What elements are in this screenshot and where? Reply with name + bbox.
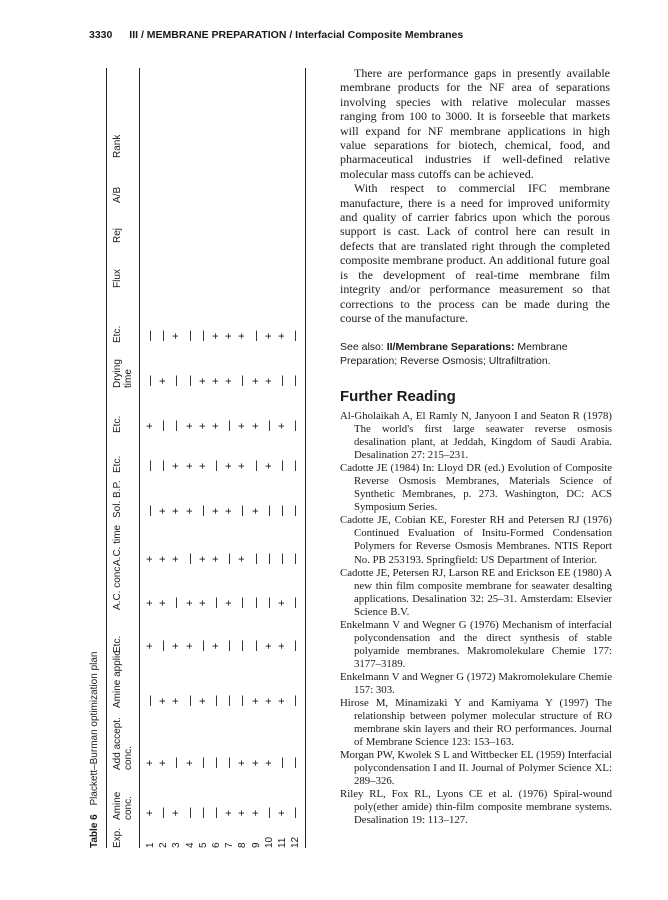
level-cell: | (281, 459, 284, 472)
see-also-text: Membrane Preparation; Reverse Osmosis; Ultrafiltration. (340, 341, 568, 367)
table-title: Plackett–Burman optimization plan (89, 651, 100, 806)
level-cell: + (223, 377, 236, 385)
level-cell: + (262, 332, 275, 340)
row-exp: 2 (158, 842, 170, 848)
level-cell: | (228, 419, 232, 432)
level-cell: | (215, 756, 218, 769)
see-also-link[interactable]: II/Membrane Separations: (386, 341, 515, 353)
body-text (340, 66, 610, 325)
reference-item: Enkelmann V and Wegner G (1976) Mechanism of interfacial polycondensation and the direct synthesis of stable polyamide membranes. Makromolekulare Chemie 177: 3177–3189. (340, 618, 612, 670)
level-cell: | (294, 504, 298, 517)
level-cell: | (149, 329, 152, 342)
level-cell: + (183, 422, 196, 430)
level-cell: | (228, 694, 232, 707)
column-header: Rej (112, 227, 123, 243)
level-cell: + (196, 377, 209, 385)
level-cell: | (175, 419, 179, 432)
level-cell: + (236, 555, 249, 563)
level-cell: + (223, 507, 236, 515)
level-cell: + (223, 462, 236, 470)
level-cell: + (157, 555, 170, 563)
level-cell: + (249, 759, 262, 767)
level-cell: + (144, 642, 156, 650)
level-cell: + (262, 697, 275, 705)
row-exp: 10 (263, 836, 275, 848)
level-cell: | (267, 596, 271, 609)
level-cell: + (196, 697, 209, 705)
level-cell: + (249, 697, 262, 705)
level-cell: | (149, 694, 152, 707)
level-cell: + (170, 507, 183, 515)
level-cell: | (228, 756, 232, 769)
optimization-table (89, 68, 309, 848)
level-cell: + (144, 809, 156, 817)
column-header: Amine conc. (112, 791, 134, 820)
table-label: Table 6 (89, 814, 100, 848)
level-cell: + (144, 599, 156, 607)
level-cell: | (201, 329, 205, 342)
level-cell: + (170, 555, 183, 563)
table-caption (89, 652, 100, 848)
level-cell: | (162, 329, 166, 342)
column-header: Etc. (112, 635, 123, 653)
level-cell: | (254, 329, 258, 342)
body-paragraph: There are performance gaps in presently available membrane products for the NF area of separations involving species with relative molecular masses ranging from 100 to 3000. It is forseeble that markets will expand for NF membrane applications in high value separations for biotech, chemical, food, and pharmaceutical industries if well-defined relative molecular mass cutoffs can be achieved. (340, 66, 610, 181)
column-header: Exp. (112, 827, 123, 848)
level-cell: | (254, 639, 258, 652)
level-cell: | (188, 374, 192, 387)
level-cell: + (223, 332, 236, 340)
table-top-rule (106, 68, 107, 848)
level-cell: | (162, 419, 166, 432)
table-header-rule (139, 68, 140, 848)
level-cell: | (281, 374, 284, 387)
row-exp: 11 (277, 837, 288, 848)
see-also-label: See also: (340, 341, 384, 353)
column-header: Etc. (112, 415, 123, 433)
row-exp: 4 (184, 842, 196, 848)
column-header: Rank (112, 134, 123, 158)
level-cell: + (144, 759, 156, 767)
level-cell: | (215, 806, 218, 819)
level-cell: | (201, 756, 205, 769)
level-cell: | (294, 806, 298, 819)
level-cell: | (175, 374, 179, 387)
level-cell: + (236, 422, 249, 430)
reference-item: Cadotte JE, Cobian KE, Forester RH and Petersen RJ (1976) Continued Evaluation of Insitu-Formed Condensation Polymers for Reverse Osmosis Membranes. NTIS Report No. PB 253193. Springfield: US Department of Interior. (340, 514, 612, 566)
level-cell: + (196, 462, 209, 470)
level-cell: + (144, 555, 156, 563)
level-cell: + (170, 697, 183, 705)
level-cell: + (157, 377, 170, 385)
level-cell: + (210, 642, 222, 650)
body-paragraph: With respect to commercial IFC membrane manufacture, there is a need for improved uniformity and quality of carrier fabrics upon which the porous support is cast. Lack of control here can result in defects that are translated right through the completed composite membrane product. An additional future goal is the development of real-time membrane film integrity and/or performance measurement so that corrections to the process can be made during the course of the manufacture. (340, 181, 610, 325)
level-cell: + (223, 599, 236, 607)
reference-item: Hirose M, Minamizaki Y and Kamiyama Y (1997) The relationship between polymer molecular structure of RO membrane skin layers and their RO performances. Journal of Membrane Science 123: 153–163. (340, 697, 612, 749)
level-cell: + (183, 759, 196, 767)
level-cell: | (201, 639, 205, 652)
level-cell: | (294, 756, 298, 769)
level-cell: | (294, 459, 298, 472)
level-cell: | (149, 504, 152, 517)
column-header: A.C. conc. (112, 563, 123, 610)
level-cell: + (157, 697, 170, 705)
level-cell: + (276, 332, 288, 340)
level-cell: | (281, 552, 284, 565)
level-cell: + (276, 697, 288, 705)
level-cell: + (157, 507, 170, 515)
level-cell: | (149, 374, 152, 387)
level-cell: | (162, 459, 166, 472)
level-cell: + (170, 332, 183, 340)
reference-item: Riley RL, Fox RL, Lyons CE et al. (1976) Spiral-wound poly(ether amide) thin-film composite membrane systems. Desalination 19: 113–127. (340, 788, 612, 827)
level-cell: + (236, 462, 249, 470)
level-cell: | (254, 552, 258, 565)
level-cell: | (267, 552, 271, 565)
level-cell: + (210, 507, 222, 515)
level-cell: + (236, 759, 249, 767)
row-exp: 12 (290, 836, 302, 848)
level-cell: | (228, 552, 232, 565)
level-cell: | (241, 694, 245, 707)
reference-item: Al-Gholaikah A, El Ramly N, Janyoon I and Seaton R (1978) The world's first large seawater reverse osmosis desalination plant, at Jeddah, Kingdom of Saudi Arabia. Desalination 27: 215–231. (340, 410, 612, 462)
level-cell: + (276, 809, 288, 817)
level-cell: | (294, 419, 298, 432)
level-cell: | (241, 639, 245, 652)
level-cell: | (162, 806, 166, 819)
level-cell: + (157, 599, 170, 607)
level-cell: + (144, 422, 156, 430)
further-reading-heading: Further Reading (340, 388, 456, 405)
level-cell: + (157, 759, 170, 767)
reference-item: Enkelmann V and Wegner G (1972) Makromolekulare Chemie 157: 303. (340, 670, 612, 696)
level-cell: + (262, 759, 275, 767)
level-cell: + (249, 809, 262, 817)
level-cell: + (183, 462, 196, 470)
level-cell: | (201, 504, 205, 517)
level-cell: | (294, 639, 298, 652)
level-cell: + (170, 809, 183, 817)
row-exp: 3 (171, 842, 183, 848)
level-cell: | (294, 329, 298, 342)
reference-item: Cadotte JE, Petersen RJ, Larson RE and Erickson EE (1980) A new thin film composite membrane for seawater desalting applications. Desalination 32: 25–31. Amsterdam: Elsevier Science B.V. (340, 566, 612, 618)
row-exp: 9 (250, 842, 262, 848)
level-cell: + (210, 377, 222, 385)
level-cell: + (210, 332, 222, 340)
level-cell: | (281, 756, 284, 769)
level-cell: | (162, 639, 166, 652)
level-cell: + (223, 809, 236, 817)
row-exp: 1 (145, 842, 156, 848)
level-cell: | (267, 806, 271, 819)
level-cell: + (170, 642, 183, 650)
level-cell: + (183, 507, 196, 515)
level-cell: + (210, 555, 222, 563)
column-header: Etc. (112, 325, 123, 343)
table-bottom-rule (305, 68, 306, 848)
reference-item: Morgan PW, Kwolek S L and Wittbecker EL (1959) Interfacial polycondensation I and II. Journal of Polymer Science XL: 289–326. (340, 749, 612, 788)
level-cell: + (183, 642, 196, 650)
column-header: Amine applic. (112, 647, 123, 708)
running-header (89, 29, 463, 41)
row-exp: 5 (197, 842, 209, 848)
row-exp: 8 (237, 842, 249, 848)
level-cell: + (170, 462, 183, 470)
level-cell: + (249, 377, 262, 385)
level-cell: | (241, 504, 245, 517)
level-cell: | (215, 596, 218, 609)
level-cell: + (262, 462, 275, 470)
level-cell: | (188, 806, 192, 819)
row-exp: 7 (224, 842, 236, 848)
section-title: III / MEMBRANE PREPARATION / Interfacial Composite Membranes (129, 29, 464, 41)
column-header: A/B (112, 186, 123, 203)
level-cell: + (183, 599, 196, 607)
column-header: Sol. B.P. (112, 480, 123, 518)
reference-list (340, 410, 612, 828)
level-cell: + (236, 332, 249, 340)
reference-item: Cadotte JE (1984) In: Lloyd DR (ed.) Evolution of Composite Reverse Osmosis Membranes, Materials Science of Synthetic Membranes, p. 273. Washington, DC: ACS Symposium Series. (340, 462, 612, 514)
level-cell: | (294, 694, 298, 707)
level-cell: | (294, 374, 298, 387)
see-also (340, 341, 610, 368)
level-cell: | (294, 552, 298, 565)
level-cell: | (241, 596, 245, 609)
level-cell: + (276, 599, 288, 607)
level-cell: + (262, 377, 275, 385)
level-cell: | (228, 639, 232, 652)
level-cell: + (276, 422, 288, 430)
level-cell: + (262, 642, 275, 650)
level-cell: + (196, 555, 209, 563)
level-cell: + (276, 642, 288, 650)
level-cell: | (188, 329, 192, 342)
level-cell: | (281, 504, 284, 517)
level-cell: | (188, 694, 192, 707)
level-cell: | (254, 596, 258, 609)
level-cell: | (294, 596, 298, 609)
level-cell: | (241, 374, 245, 387)
level-cell: + (210, 422, 222, 430)
column-header: A.C. time (112, 524, 123, 566)
level-cell: | (188, 552, 192, 565)
level-cell: | (175, 756, 179, 769)
level-cell: | (149, 459, 152, 472)
level-cell: + (196, 422, 209, 430)
level-cell: | (267, 504, 271, 517)
row-exp: 6 (211, 842, 222, 848)
level-cell: | (215, 459, 218, 472)
level-cell: + (249, 507, 262, 515)
level-cell: | (175, 596, 179, 609)
column-header: Etc. (112, 455, 123, 473)
column-header: Drying time (112, 359, 134, 388)
level-cell: | (215, 694, 218, 707)
level-cell: + (249, 422, 262, 430)
level-cell: + (196, 599, 209, 607)
level-cell: | (201, 806, 205, 819)
level-cell: + (236, 809, 249, 817)
page-number: 3330 (89, 29, 113, 41)
column-header: Add accept. conc. (112, 717, 134, 770)
column-header: Flux (112, 269, 123, 288)
level-cell: | (267, 419, 271, 432)
level-cell: | (254, 459, 258, 472)
